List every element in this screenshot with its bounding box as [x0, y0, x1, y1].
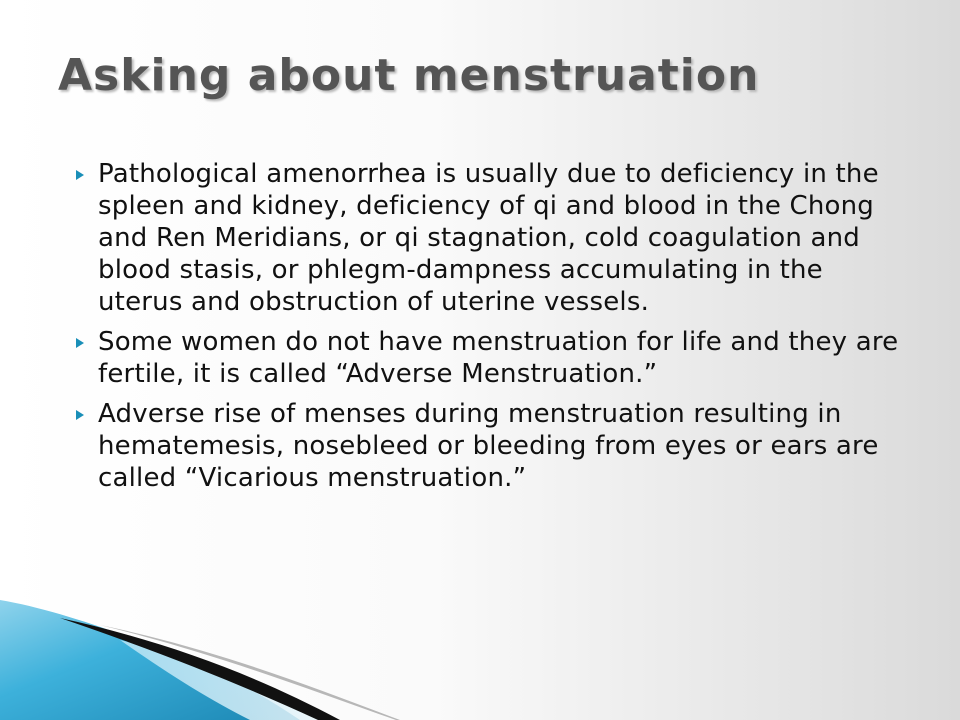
- bullet-text: Adverse rise of menses during menstruation resulting in hematemesis, nosebleed or bleeding from eyes or ears are called “Vicarious menstruation.”: [98, 399, 879, 493]
- black-stripe-shape: [60, 618, 340, 720]
- bullet-item: [76, 158, 906, 318]
- bullet-list: [76, 158, 906, 502]
- slide-title: Asking about menstruation: [58, 50, 760, 101]
- blue-swoosh-shape: [0, 600, 300, 720]
- triangle-right-icon: [76, 338, 84, 348]
- gray-line-shape: [100, 625, 400, 720]
- triangle-right-icon: [76, 170, 84, 180]
- bullet-item: [76, 398, 906, 494]
- bullet-item: [76, 326, 906, 390]
- bullet-text: Pathological amenorrhea is usually due to deficiency in the spleen and kidney, deficiency of qi and blood in the Chong and Ren Meridians, or qi stagnation, cold coagulation and blood stasis, or phlegm-dampness accumulating in the uterus and obstruction of uterine vessels.: [98, 159, 879, 317]
- triangle-right-icon: [76, 410, 84, 420]
- light-blue-band-shape: [120, 640, 320, 720]
- bullet-text: Some women do not have menstruation for life and they are fertile, it is called “Adverse Menstruation.”: [98, 327, 899, 389]
